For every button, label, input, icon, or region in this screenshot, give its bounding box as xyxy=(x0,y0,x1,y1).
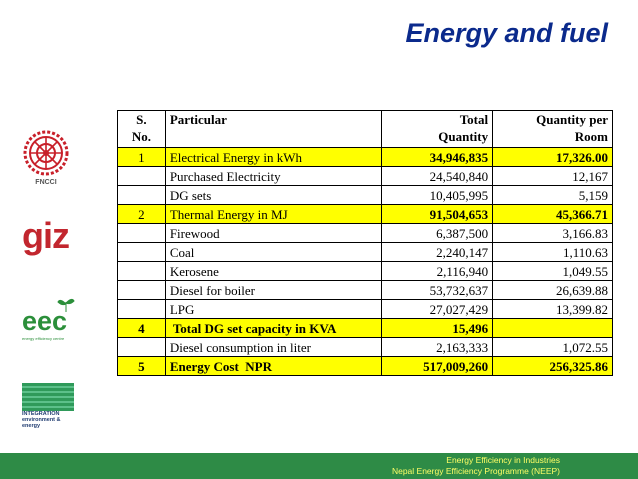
cell-particular: LPG xyxy=(165,300,382,319)
footer-bar xyxy=(0,453,638,479)
cell-per-room: 45,366.71 xyxy=(493,205,613,224)
cell-particular: Thermal Energy in MJ xyxy=(165,205,382,224)
eec-subtitle: energy efficiency centre xyxy=(22,336,65,341)
header-particular: Particular xyxy=(165,111,382,148)
header-sno: S. No. xyxy=(118,111,166,148)
cell-per-room: 17,326.00 xyxy=(493,148,613,167)
table-row xyxy=(118,205,613,224)
cell-sno xyxy=(118,338,166,357)
header-total-quantity: Total Quantity xyxy=(382,111,493,148)
cell-total: 6,387,500 xyxy=(382,224,493,243)
table-row xyxy=(118,262,613,281)
cell-total: 10,405,995 xyxy=(382,186,493,205)
table-row xyxy=(118,319,613,338)
cell-total: 27,027,429 xyxy=(382,300,493,319)
cell-particular: Total DG set capacity in KVA xyxy=(165,319,382,338)
cell-particular: Electrical Energy in kWh xyxy=(165,148,382,167)
slide-title: Energy and fuel xyxy=(405,18,608,48)
cell-per-room: 5,159 xyxy=(493,186,613,205)
table-row xyxy=(118,224,613,243)
cell-particular: Coal xyxy=(165,243,382,262)
table-row xyxy=(118,148,613,167)
table-row xyxy=(118,357,613,376)
cell-total: 2,116,940 xyxy=(382,262,493,281)
fncci-emblem-icon xyxy=(22,129,70,187)
cell-total: 34,946,835 xyxy=(382,148,493,167)
cell-per-room: 1,072.55 xyxy=(493,338,613,357)
cell-total: 53,732,637 xyxy=(382,281,493,300)
cell-sno xyxy=(118,243,166,262)
cell-total: 2,163,333 xyxy=(382,338,493,357)
cell-sno: 4 xyxy=(118,319,166,338)
eec-logo xyxy=(22,298,78,348)
cell-particular: Firewood xyxy=(165,224,382,243)
table-row xyxy=(118,167,613,186)
cell-per-room: 3,166.83 xyxy=(493,224,613,243)
cell-sno xyxy=(118,281,166,300)
cell-particular: Diesel for boiler xyxy=(165,281,382,300)
cell-per-room: 26,639.88 xyxy=(493,281,613,300)
cell-sno xyxy=(118,224,166,243)
cell-total: 24,540,840 xyxy=(382,167,493,186)
cell-sno: 5 xyxy=(118,357,166,376)
cell-per-room: 1,110.63 xyxy=(493,243,613,262)
header-quantity-per-room: Quantity per Room xyxy=(493,111,613,148)
table-row xyxy=(118,338,613,357)
table-row xyxy=(118,300,613,319)
table-row xyxy=(118,186,613,205)
table-row xyxy=(118,243,613,262)
footer-line-2: Nepal Energy Efficiency Programme (NEEP) xyxy=(391,466,560,476)
cell-sno xyxy=(118,167,166,186)
cell-per-room: 13,399.82 xyxy=(493,300,613,319)
cell-sno xyxy=(118,262,166,281)
footer-text xyxy=(392,455,560,477)
cell-sno xyxy=(118,300,166,319)
cell-sno: 1 xyxy=(118,148,166,167)
cell-particular: Kerosene xyxy=(165,262,382,281)
eec-wordmark: eec xyxy=(22,306,68,336)
fncci-label: FNCCI xyxy=(35,179,57,186)
table-header-row xyxy=(118,111,613,148)
cell-particular: Purchased Electricity xyxy=(165,167,382,186)
integration-text: INTEGRATION environment & energy xyxy=(22,411,61,429)
integration-logo xyxy=(22,383,74,429)
fncci-logo xyxy=(22,129,70,187)
cell-total: 517,009,260 xyxy=(382,357,493,376)
cell-per-room xyxy=(493,319,613,338)
cell-particular: DG sets xyxy=(165,186,382,205)
cell-total: 2,240,147 xyxy=(382,243,493,262)
energy-fuel-table xyxy=(117,110,613,376)
cell-particular: Diesel consumption in liter xyxy=(165,338,382,357)
cell-total: 15,496 xyxy=(382,319,493,338)
cell-particular: Energy Cost NPR xyxy=(165,357,382,376)
cell-per-room: 12,167 xyxy=(493,167,613,186)
integration-stripes-icon xyxy=(22,383,74,411)
cell-per-room: 1,049.55 xyxy=(493,262,613,281)
cell-total: 91,504,653 xyxy=(382,205,493,224)
footer-line-1: Energy Efficiency in Industries xyxy=(446,455,560,465)
cell-sno xyxy=(118,186,166,205)
cell-per-room: 256,325.86 xyxy=(493,357,613,376)
cell-sno: 2 xyxy=(118,205,166,224)
giz-logo: giz xyxy=(22,215,69,256)
table-row xyxy=(118,281,613,300)
